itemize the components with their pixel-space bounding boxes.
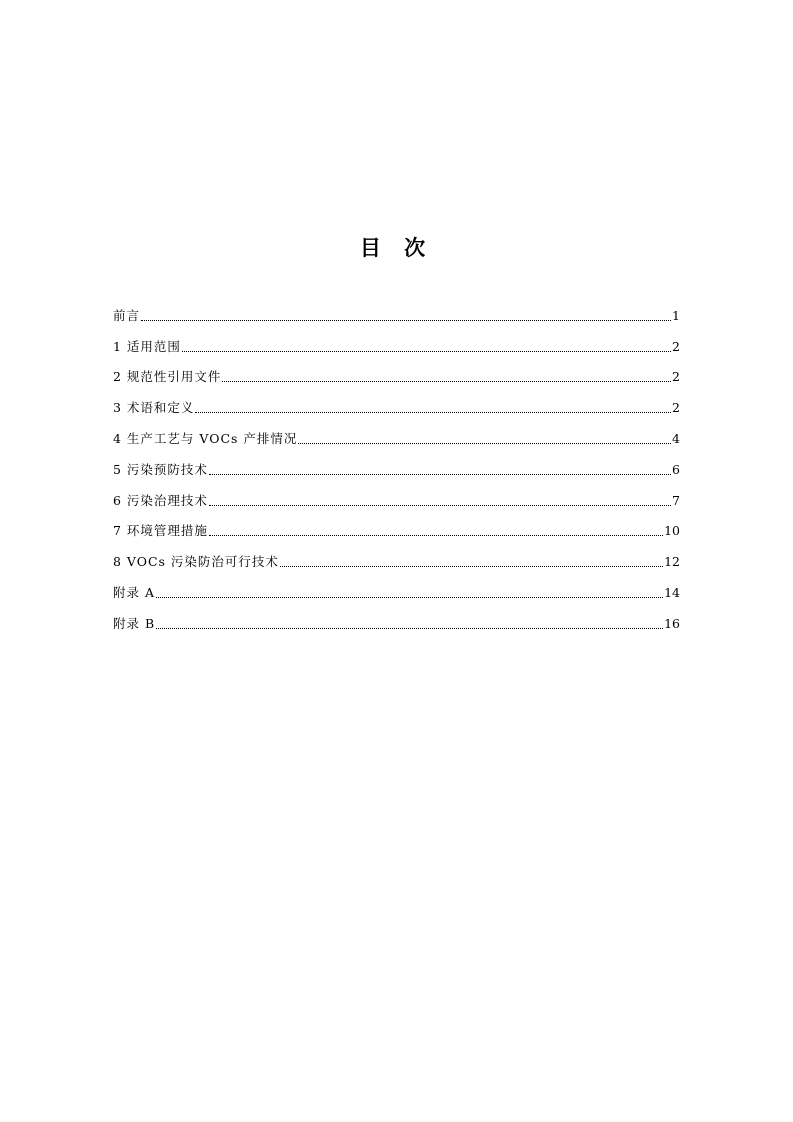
toc-entry-label: 附录 A (113, 584, 156, 600)
toc-entry-terms-definitions[interactable] (113, 387, 680, 418)
toc-entry-page-number: 4 (672, 430, 680, 446)
toc-entry-label: 8 VOCs 污染防治可行技术 (113, 554, 279, 570)
toc-entry-label: 附录 B (113, 615, 156, 631)
dot-leader (156, 596, 663, 598)
toc-entry-label: 1 适用范围 (113, 338, 181, 354)
toc-entry-page-number: 14 (664, 584, 680, 600)
dot-leader (209, 473, 671, 475)
toc-entry-page-number: 16 (664, 615, 680, 631)
dot-leader (182, 350, 671, 352)
toc-entry-page-number: 6 (672, 461, 680, 477)
dot-leader (209, 534, 663, 536)
toc-entry-label: 2 规范性引用文件 (113, 369, 222, 385)
toc-entry-page-number: 12 (664, 554, 680, 570)
page-title: 目 次 (359, 235, 434, 260)
toc-entry-normative-references[interactable] (113, 357, 680, 388)
toc-entry-environmental-management[interactable] (113, 511, 680, 542)
toc-entry-scope[interactable] (113, 326, 680, 357)
dot-leader (156, 627, 663, 629)
dot-leader (280, 565, 663, 567)
toc-entry-label: 3 术语和定义 (113, 400, 195, 416)
toc-entry-pollution-prevention[interactable] (113, 449, 680, 480)
toc-entry-label: 7 环境管理措施 (113, 523, 208, 539)
toc-entry-label: 6 污染治理技术 (113, 492, 208, 508)
toc-entry-production-process[interactable] (113, 418, 680, 449)
toc-entry-foreword[interactable] (113, 295, 680, 326)
toc-entry-page-number: 10 (664, 523, 680, 539)
dot-leader (209, 504, 671, 506)
toc-entry-pollution-treatment[interactable] (113, 480, 680, 511)
toc-entry-label: 4 生产工艺与 VOCs 产排情况 (113, 430, 298, 446)
toc-entry-label: 5 污染预防技术 (113, 461, 208, 477)
dot-leader (222, 380, 671, 382)
dot-leader (298, 442, 671, 444)
toc-entry-appendix-b[interactable] (113, 603, 680, 634)
toc-entry-page-number: 1 (672, 307, 680, 323)
dot-leader (141, 319, 671, 321)
toc-entry-page-number: 7 (672, 492, 680, 508)
toc-entry-label: 前言 (113, 307, 141, 323)
toc-entry-page-number: 2 (672, 338, 680, 354)
toc-entry-appendix-a[interactable] (113, 572, 680, 603)
toc-entry-page-number: 2 (672, 369, 680, 385)
toc-entry-feasible-technologies[interactable] (113, 541, 680, 572)
table-of-contents (113, 295, 680, 634)
toc-entry-page-number: 2 (672, 400, 680, 416)
dot-leader (195, 411, 671, 413)
